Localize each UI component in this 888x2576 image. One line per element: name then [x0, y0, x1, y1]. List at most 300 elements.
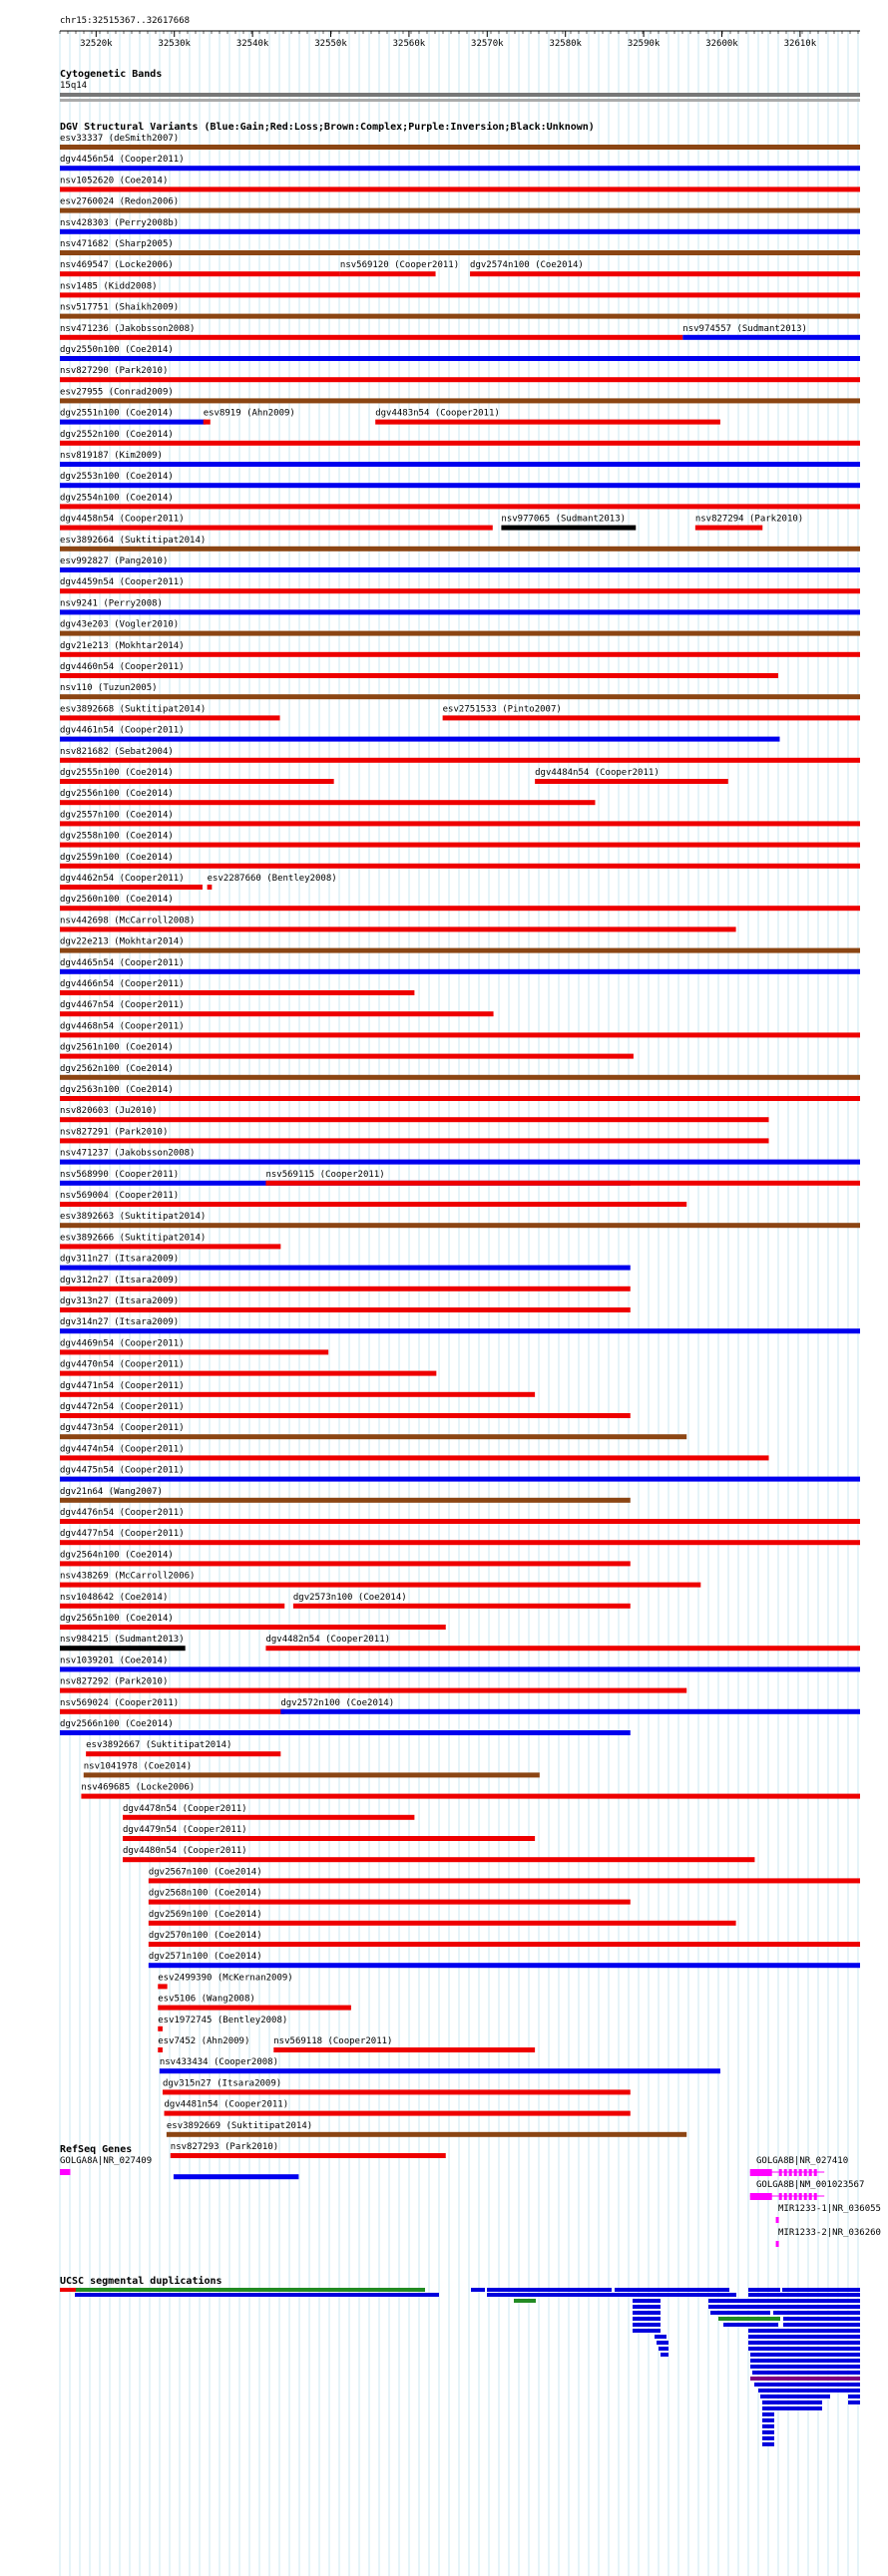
sv-label: dgv4484n54 (Cooper2011): [535, 768, 660, 778]
sv-bar[interactable]: [60, 208, 860, 213]
sv-label: esv27955 (Conrad2009): [60, 387, 174, 398]
sv-feature[interactable]: [682, 324, 860, 340]
sv-bar[interactable]: [60, 314, 860, 319]
segdup-block[interactable]: [615, 2288, 729, 2292]
segdup-block[interactable]: [754, 2383, 860, 2387]
segdup-block[interactable]: [633, 2317, 661, 2321]
sv-feature[interactable]: [171, 2142, 446, 2158]
sv-bar[interactable]: [123, 1836, 535, 1841]
sv-bar[interactable]: [60, 398, 860, 403]
sv-feature[interactable]: [163, 2078, 631, 2094]
sv-bar[interactable]: [60, 990, 414, 995]
sv-bar[interactable]: [60, 1709, 284, 1714]
sv-bar[interactable]: [60, 483, 860, 488]
sv-label: dgv4462n54 (Cooper2011): [60, 874, 185, 884]
sv-feature[interactable]: [160, 2057, 720, 2073]
sv-label: nsv569024 (Cooper2011): [60, 1697, 180, 1708]
segdup-block[interactable]: [762, 2436, 774, 2440]
sv-feature[interactable]: [60, 1255, 631, 1271]
sv-bar[interactable]: [149, 1900, 631, 1905]
segdup-block[interactable]: [661, 2353, 668, 2357]
gene-exon: [750, 2169, 772, 2176]
segdup-title: UCSC segmental duplications: [60, 2276, 222, 2287]
sv-feature[interactable]: [149, 1910, 736, 1926]
sv-bar[interactable]: [174, 2174, 298, 2179]
sv-bar[interactable]: [60, 271, 340, 276]
segdup-block[interactable]: [659, 2347, 668, 2351]
sv-label: dgv4475n54 (Cooper2011): [60, 1465, 185, 1476]
sv-feature[interactable]: [60, 1000, 494, 1016]
segdup-block[interactable]: [783, 2323, 860, 2327]
segdup-block[interactable]: [487, 2293, 736, 2297]
sv-bar[interactable]: [280, 1709, 860, 1714]
sv-label: dgv4483n54 (Cooper2011): [375, 408, 500, 419]
sv-bar[interactable]: [60, 631, 860, 636]
sv-label: dgv4471n54 (Cooper2011): [60, 1380, 185, 1391]
refseq-gene[interactable]: [750, 2156, 848, 2176]
sv-label: dgv2574n100 (Coe2014): [470, 260, 584, 271]
sv-bar[interactable]: [123, 1857, 754, 1862]
sv-bar[interactable]: [60, 377, 860, 382]
sv-bar[interactable]: [60, 1434, 686, 1439]
sv-feature[interactable]: [60, 704, 280, 720]
sv-bar[interactable]: [60, 145, 860, 150]
sv-label: dgv4478n54 (Cooper2011): [122, 1803, 247, 1814]
segdup-block[interactable]: [848, 2394, 860, 2398]
sv-feature[interactable]: [60, 641, 860, 657]
sv-feature[interactable]: [60, 1233, 280, 1249]
cytoband-bar[interactable]: [60, 93, 860, 97]
sv-bar[interactable]: [60, 1666, 860, 1671]
sv-feature[interactable]: [123, 1804, 414, 1820]
segdup-block[interactable]: [760, 2394, 830, 2398]
segdup-block[interactable]: [783, 2317, 860, 2321]
sv-bar[interactable]: [60, 969, 860, 974]
sv-bar[interactable]: [60, 1307, 631, 1312]
sv-bar[interactable]: [171, 2153, 446, 2158]
sv-bar[interactable]: [60, 1540, 860, 1545]
segdup-block[interactable]: [758, 2389, 860, 2392]
sv-bar[interactable]: [60, 186, 860, 191]
sv-feature[interactable]: [60, 1487, 631, 1503]
sv-feature[interactable]: [280, 1698, 860, 1714]
sv-bar[interactable]: [149, 1878, 860, 1883]
gene-exon: [779, 2169, 782, 2176]
sv-label: dgv4474n54 (Cooper2011): [60, 1444, 185, 1455]
segdup-block[interactable]: [848, 2400, 860, 2404]
sv-bar[interactable]: [208, 885, 213, 890]
sv-label: dgv2559n100 (Coe2014): [60, 852, 174, 863]
sv-bar[interactable]: [60, 843, 860, 848]
sv-label: dgv4461n54 (Cooper2011): [60, 725, 185, 736]
segdup-block[interactable]: [657, 2341, 668, 2345]
refseq-track[interactable]: [60, 2144, 881, 2247]
position-label: chr15:32515367..32617668: [60, 16, 191, 26]
sv-bar[interactable]: [60, 1328, 860, 1333]
sv-bar[interactable]: [163, 2089, 631, 2094]
sv-bar[interactable]: [265, 1181, 860, 1186]
sv-feature[interactable]: [265, 1170, 860, 1186]
sv-feature[interactable]: [340, 260, 459, 276]
sv-feature[interactable]: [273, 2036, 535, 2052]
sv-feature[interactable]: [60, 1212, 860, 1228]
sv-label: dgv43e203 (Vogler2010): [60, 619, 180, 630]
segdup-block[interactable]: [773, 2311, 860, 2315]
sv-feature[interactable]: [60, 1593, 284, 1609]
sv-feature[interactable]: [443, 704, 860, 720]
sv-bar[interactable]: [60, 526, 493, 531]
sv-feature[interactable]: [123, 1846, 754, 1862]
sv-bar[interactable]: [60, 779, 334, 784]
sv-bar[interactable]: [60, 166, 860, 171]
sv-bar[interactable]: [158, 2047, 163, 2052]
sv-feature[interactable]: [149, 1867, 860, 1883]
segdup-block[interactable]: [750, 2365, 860, 2369]
sv-bar[interactable]: [60, 1349, 328, 1354]
sv-bar[interactable]: [273, 2047, 535, 2052]
sv-bar[interactable]: [86, 1751, 280, 1756]
sv-feature[interactable]: [60, 536, 860, 552]
segdup-block[interactable]: [750, 2359, 860, 2363]
segdup-block[interactable]: [718, 2317, 780, 2321]
sv-bar[interactable]: [60, 926, 736, 931]
sv-bar[interactable]: [60, 1202, 686, 1207]
sv-bar[interactable]: [60, 800, 595, 805]
segdup-block[interactable]: [633, 2299, 661, 2303]
gene-exon: [814, 2169, 817, 2176]
sv-feature[interactable]: [60, 1614, 446, 1630]
sv-bar[interactable]: [60, 758, 860, 763]
sv-bar[interactable]: [60, 420, 206, 425]
sv-bar[interactable]: [60, 1244, 280, 1249]
sv-feature[interactable]: [84, 1761, 540, 1777]
segdup-block[interactable]: [750, 2377, 860, 2381]
sv-feature[interactable]: [60, 1719, 631, 1735]
sv-feature[interactable]: [60, 324, 682, 340]
sv-bar[interactable]: [60, 441, 860, 446]
gene-exon: [789, 2169, 792, 2176]
sv-feature[interactable]: [60, 726, 780, 742]
sv-label: dgv2563n100 (Coe2014): [60, 1085, 174, 1095]
sv-bar[interactable]: [60, 652, 860, 657]
sv-bar[interactable]: [443, 715, 860, 720]
ruler-tick-label: 32530k: [158, 39, 191, 49]
segdup-block[interactable]: [762, 2424, 774, 2428]
sv-feature[interactable]: [60, 1466, 860, 1482]
sv-label: dgv2554n100 (Coe2014): [60, 493, 174, 504]
segdup-block[interactable]: [762, 2442, 774, 2446]
sv-bar[interactable]: [60, 1583, 700, 1588]
sv-bar[interactable]: [60, 609, 860, 614]
segdup-block[interactable]: [633, 2329, 661, 2333]
sv-bar[interactable]: [293, 1604, 631, 1609]
sv-bar[interactable]: [60, 356, 860, 361]
sv-feature[interactable]: [60, 515, 493, 531]
segdup-block[interactable]: [60, 2288, 76, 2292]
sv-feature[interactable]: [60, 1402, 631, 1418]
sv-label: nsv820603 (Ju2010): [60, 1106, 158, 1117]
sv-bar[interactable]: [682, 335, 860, 340]
sv-feature[interactable]: [60, 155, 860, 171]
segdup-block[interactable]: [748, 2293, 860, 2297]
sv-bar[interactable]: [60, 1519, 860, 1524]
sv-feature[interactable]: [695, 515, 803, 531]
sv-feature[interactable]: [60, 1127, 769, 1143]
sv-bar[interactable]: [340, 271, 436, 276]
sv-bar[interactable]: [60, 1223, 860, 1228]
segdup-block[interactable]: [782, 2288, 860, 2292]
sv-bar[interactable]: [60, 1477, 860, 1482]
sv-bar[interactable]: [60, 1646, 186, 1651]
segdup-block[interactable]: [748, 2341, 860, 2345]
gene-exon: [750, 2193, 772, 2200]
segdup-block[interactable]: [471, 2288, 485, 2292]
sv-feature[interactable]: [60, 1043, 634, 1059]
sv-bar[interactable]: [60, 547, 860, 552]
sv-feature[interactable]: [60, 789, 595, 805]
sv-bar[interactable]: [60, 1011, 494, 1016]
sv-label: dgv2561n100 (Coe2014): [60, 1042, 174, 1053]
sv-feature[interactable]: [60, 409, 206, 425]
sv-feature[interactable]: [158, 1995, 351, 2011]
sv-bar[interactable]: [60, 1075, 860, 1080]
sv-label: dgv2569n100 (Coe2014): [148, 1909, 262, 1920]
segdup-block[interactable]: [633, 2323, 661, 2327]
segdup-block[interactable]: [76, 2288, 425, 2292]
sv-feature[interactable]: [60, 1106, 769, 1122]
sv-bar[interactable]: [84, 1772, 540, 1777]
sv-feature[interactable]: [60, 768, 334, 784]
sv-bar[interactable]: [60, 1287, 631, 1291]
sv-bar[interactable]: [695, 526, 762, 531]
sv-bar[interactable]: [60, 335, 682, 340]
sv-label: nsv1041978 (Coe2014): [83, 1761, 193, 1772]
sv-feature[interactable]: [265, 1635, 860, 1651]
sv-feature[interactable]: [60, 260, 340, 276]
sv-bar[interactable]: [375, 420, 720, 425]
sv-bar[interactable]: [60, 885, 203, 890]
sv-feature[interactable]: [60, 1698, 284, 1714]
sv-label: nsv569115 (Cooper2011): [265, 1169, 385, 1180]
sv-feature[interactable]: [60, 1635, 186, 1651]
sv-bar[interactable]: [60, 821, 860, 826]
sv-bar[interactable]: [60, 673, 778, 678]
gene-exon: [804, 2193, 807, 2200]
segdup-block[interactable]: [633, 2311, 661, 2315]
sv-label: esv8919 (Ahn2009): [203, 408, 295, 419]
sv-feature[interactable]: [149, 1889, 631, 1905]
gene-exon: [789, 2193, 792, 2200]
sv-label: nsv442698 (McCarroll2008): [60, 916, 196, 926]
sv-feature[interactable]: [60, 979, 414, 995]
sv-bar[interactable]: [60, 1054, 634, 1059]
sv-bar[interactable]: [60, 1266, 631, 1271]
sv-bar[interactable]: [123, 1815, 414, 1820]
gene-exon: [794, 2193, 797, 2200]
sv-bar[interactable]: [60, 462, 860, 467]
segdup-block[interactable]: [633, 2305, 661, 2309]
sv-feature[interactable]: [60, 1276, 631, 1291]
sv-feature[interactable]: [60, 1338, 328, 1354]
sv-feature[interactable]: [158, 2036, 249, 2052]
segdup-block[interactable]: [75, 2293, 439, 2297]
sv-feature[interactable]: [60, 1021, 860, 1037]
sv-bar[interactable]: [60, 694, 860, 699]
sv-bar[interactable]: [501, 526, 636, 531]
sv-bar[interactable]: [167, 2132, 686, 2137]
refseq-gene[interactable]: [750, 2180, 865, 2200]
sv-bar[interactable]: [158, 2026, 163, 2031]
sv-bar[interactable]: [149, 1963, 860, 1968]
segdup-block[interactable]: [514, 2299, 536, 2303]
sv-label: nsv984215 (Sudmant2013): [60, 1635, 185, 1646]
sv-bar[interactable]: [60, 1498, 631, 1503]
sv-feature[interactable]: [60, 1550, 631, 1566]
segdup-block[interactable]: [762, 2406, 822, 2410]
sv-feature[interactable]: [149, 1931, 860, 1947]
sv-feature[interactable]: [158, 1973, 292, 1989]
sv-bar[interactable]: [60, 1625, 446, 1630]
sv-bar[interactable]: [60, 1032, 860, 1037]
sv-feature[interactable]: [81, 1783, 860, 1799]
sv-feature[interactable]: [158, 2016, 287, 2031]
sv-label: nsv438269 (McCarroll2006): [60, 1571, 196, 1582]
sv-bar[interactable]: [60, 1730, 631, 1735]
sv-bar[interactable]: [60, 504, 860, 509]
segdup-block[interactable]: [708, 2305, 860, 2309]
refseq-gene[interactable]: [60, 2156, 152, 2175]
sv-label: nsv569120 (Cooper2011): [339, 260, 460, 271]
sv-feature[interactable]: [208, 874, 337, 890]
sv-feature[interactable]: [60, 1149, 860, 1165]
sv-feature[interactable]: [60, 1508, 860, 1524]
sv-feature[interactable]: [60, 874, 203, 890]
sv-bar[interactable]: [60, 567, 860, 572]
sv-feature[interactable]: [60, 1191, 686, 1207]
sv-bar[interactable]: [60, 1413, 631, 1418]
sv-bar[interactable]: [60, 906, 860, 911]
sv-bar[interactable]: [165, 2111, 631, 2116]
sv-bar[interactable]: [158, 1984, 167, 1989]
sv-feature[interactable]: [60, 958, 860, 974]
sv-label: esv2499390 (McKernan2009): [158, 1973, 293, 1984]
sv-bar[interactable]: [60, 588, 860, 593]
sv-label: dgv2555n100 (Coe2014): [60, 768, 174, 778]
sv-label: dgv312n27 (Itsara2009): [60, 1275, 180, 1286]
sv-bar[interactable]: [60, 948, 860, 953]
sv-bar[interactable]: [60, 1117, 769, 1122]
segdup-block[interactable]: [762, 2418, 774, 2422]
ruler-tick-label: 32580k: [549, 39, 582, 49]
sv-bar[interactable]: [60, 1096, 860, 1101]
sv-bar[interactable]: [160, 2068, 720, 2073]
segdup-block[interactable]: [762, 2400, 822, 2404]
sv-bar[interactable]: [204, 420, 211, 425]
sv-feature[interactable]: [60, 1423, 686, 1439]
sv-bar[interactable]: [60, 229, 860, 234]
sv-label: nsv827293 (Park2010): [170, 2142, 279, 2152]
segdup-block[interactable]: [762, 2412, 774, 2416]
sv-feature[interactable]: [60, 1572, 700, 1588]
segdup-block[interactable]: [748, 2347, 860, 2351]
gene-exon: [799, 2193, 802, 2200]
sv-feature[interactable]: [60, 1677, 686, 1693]
sv-bar[interactable]: [60, 737, 780, 742]
sv-bar[interactable]: [60, 1561, 631, 1566]
sv-bar[interactable]: [60, 1604, 284, 1609]
sv-feature[interactable]: [60, 1296, 631, 1312]
sv-bar[interactable]: [60, 715, 280, 720]
sv-label: nsv433434 (Cooper2008): [159, 2057, 279, 2068]
segdup-block[interactable]: [762, 2430, 774, 2434]
sv-feature[interactable]: [60, 1529, 860, 1545]
sv-bar[interactable]: [60, 1688, 686, 1693]
sv-bar[interactable]: [60, 250, 860, 255]
sv-label: dgv4481n54 (Cooper2011): [164, 2099, 289, 2110]
sv-bar[interactable]: [60, 1160, 860, 1165]
sv-feature[interactable]: [165, 2100, 631, 2116]
sv-bar[interactable]: [535, 779, 728, 784]
sv-feature[interactable]: [60, 1381, 535, 1397]
segdup-block[interactable]: [748, 2329, 860, 2333]
sv-label: nsv1048642 (Coe2014): [60, 1592, 169, 1603]
sv-bar[interactable]: [60, 1138, 769, 1143]
segdup-block[interactable]: [655, 2335, 666, 2339]
sv-bar[interactable]: [81, 1794, 860, 1799]
sv-bar[interactable]: [149, 1942, 860, 1947]
sv-feature[interactable]: [60, 577, 860, 593]
segdup-block[interactable]: [750, 2353, 860, 2357]
sv-feature[interactable]: [60, 1360, 436, 1376]
segdup-block[interactable]: [708, 2299, 860, 2303]
sv-bar[interactable]: [60, 1455, 769, 1460]
sv-feature[interactable]: [470, 260, 860, 276]
sv-bar[interactable]: [149, 1921, 736, 1926]
sv-bar[interactable]: [158, 2006, 351, 2011]
sv-feature[interactable]: [60, 937, 860, 953]
sv-bar[interactable]: [60, 1392, 535, 1397]
sv-label: dgv2573n100 (Coe2014): [292, 1592, 407, 1603]
sv-feature[interactable]: [60, 916, 736, 931]
gene-label: GOLGA8B|NR_027410: [756, 2156, 849, 2166]
segdup-block[interactable]: [487, 2288, 612, 2292]
sv-feature[interactable]: [86, 1740, 280, 1756]
sv-bar[interactable]: [60, 1371, 436, 1376]
segdup-block[interactable]: [710, 2311, 770, 2315]
sv-bar[interactable]: [470, 271, 860, 276]
sv-bar[interactable]: [60, 292, 860, 297]
sv-label: nsv569004 (Cooper2011): [60, 1191, 180, 1201]
segdup-block[interactable]: [752, 2371, 860, 2375]
sv-feature[interactable]: [149, 1952, 860, 1968]
segdup-block[interactable]: [723, 2323, 778, 2327]
cytoband-title: Cytogenetic Bands: [60, 69, 163, 80]
sv-bar[interactable]: [60, 864, 860, 869]
sv-feature[interactable]: [174, 2174, 298, 2179]
sv-feature[interactable]: [293, 1593, 631, 1609]
segdup-block[interactable]: [748, 2335, 860, 2339]
sv-feature[interactable]: [535, 768, 728, 784]
sv-feature[interactable]: [60, 1444, 769, 1460]
segdup-block[interactable]: [748, 2288, 780, 2292]
sv-label: dgv4460n54 (Cooper2011): [60, 662, 185, 672]
sv-label: dgv4476n54 (Cooper2011): [60, 1508, 185, 1518]
sv-label: esv992827 (Pang2010): [60, 556, 169, 566]
sv-bar[interactable]: [265, 1646, 860, 1651]
sv-feature[interactable]: [501, 515, 636, 531]
sv-feature[interactable]: [123, 1825, 535, 1841]
sv-label: esv3892666 (Suktitipat2014): [60, 1233, 207, 1244]
